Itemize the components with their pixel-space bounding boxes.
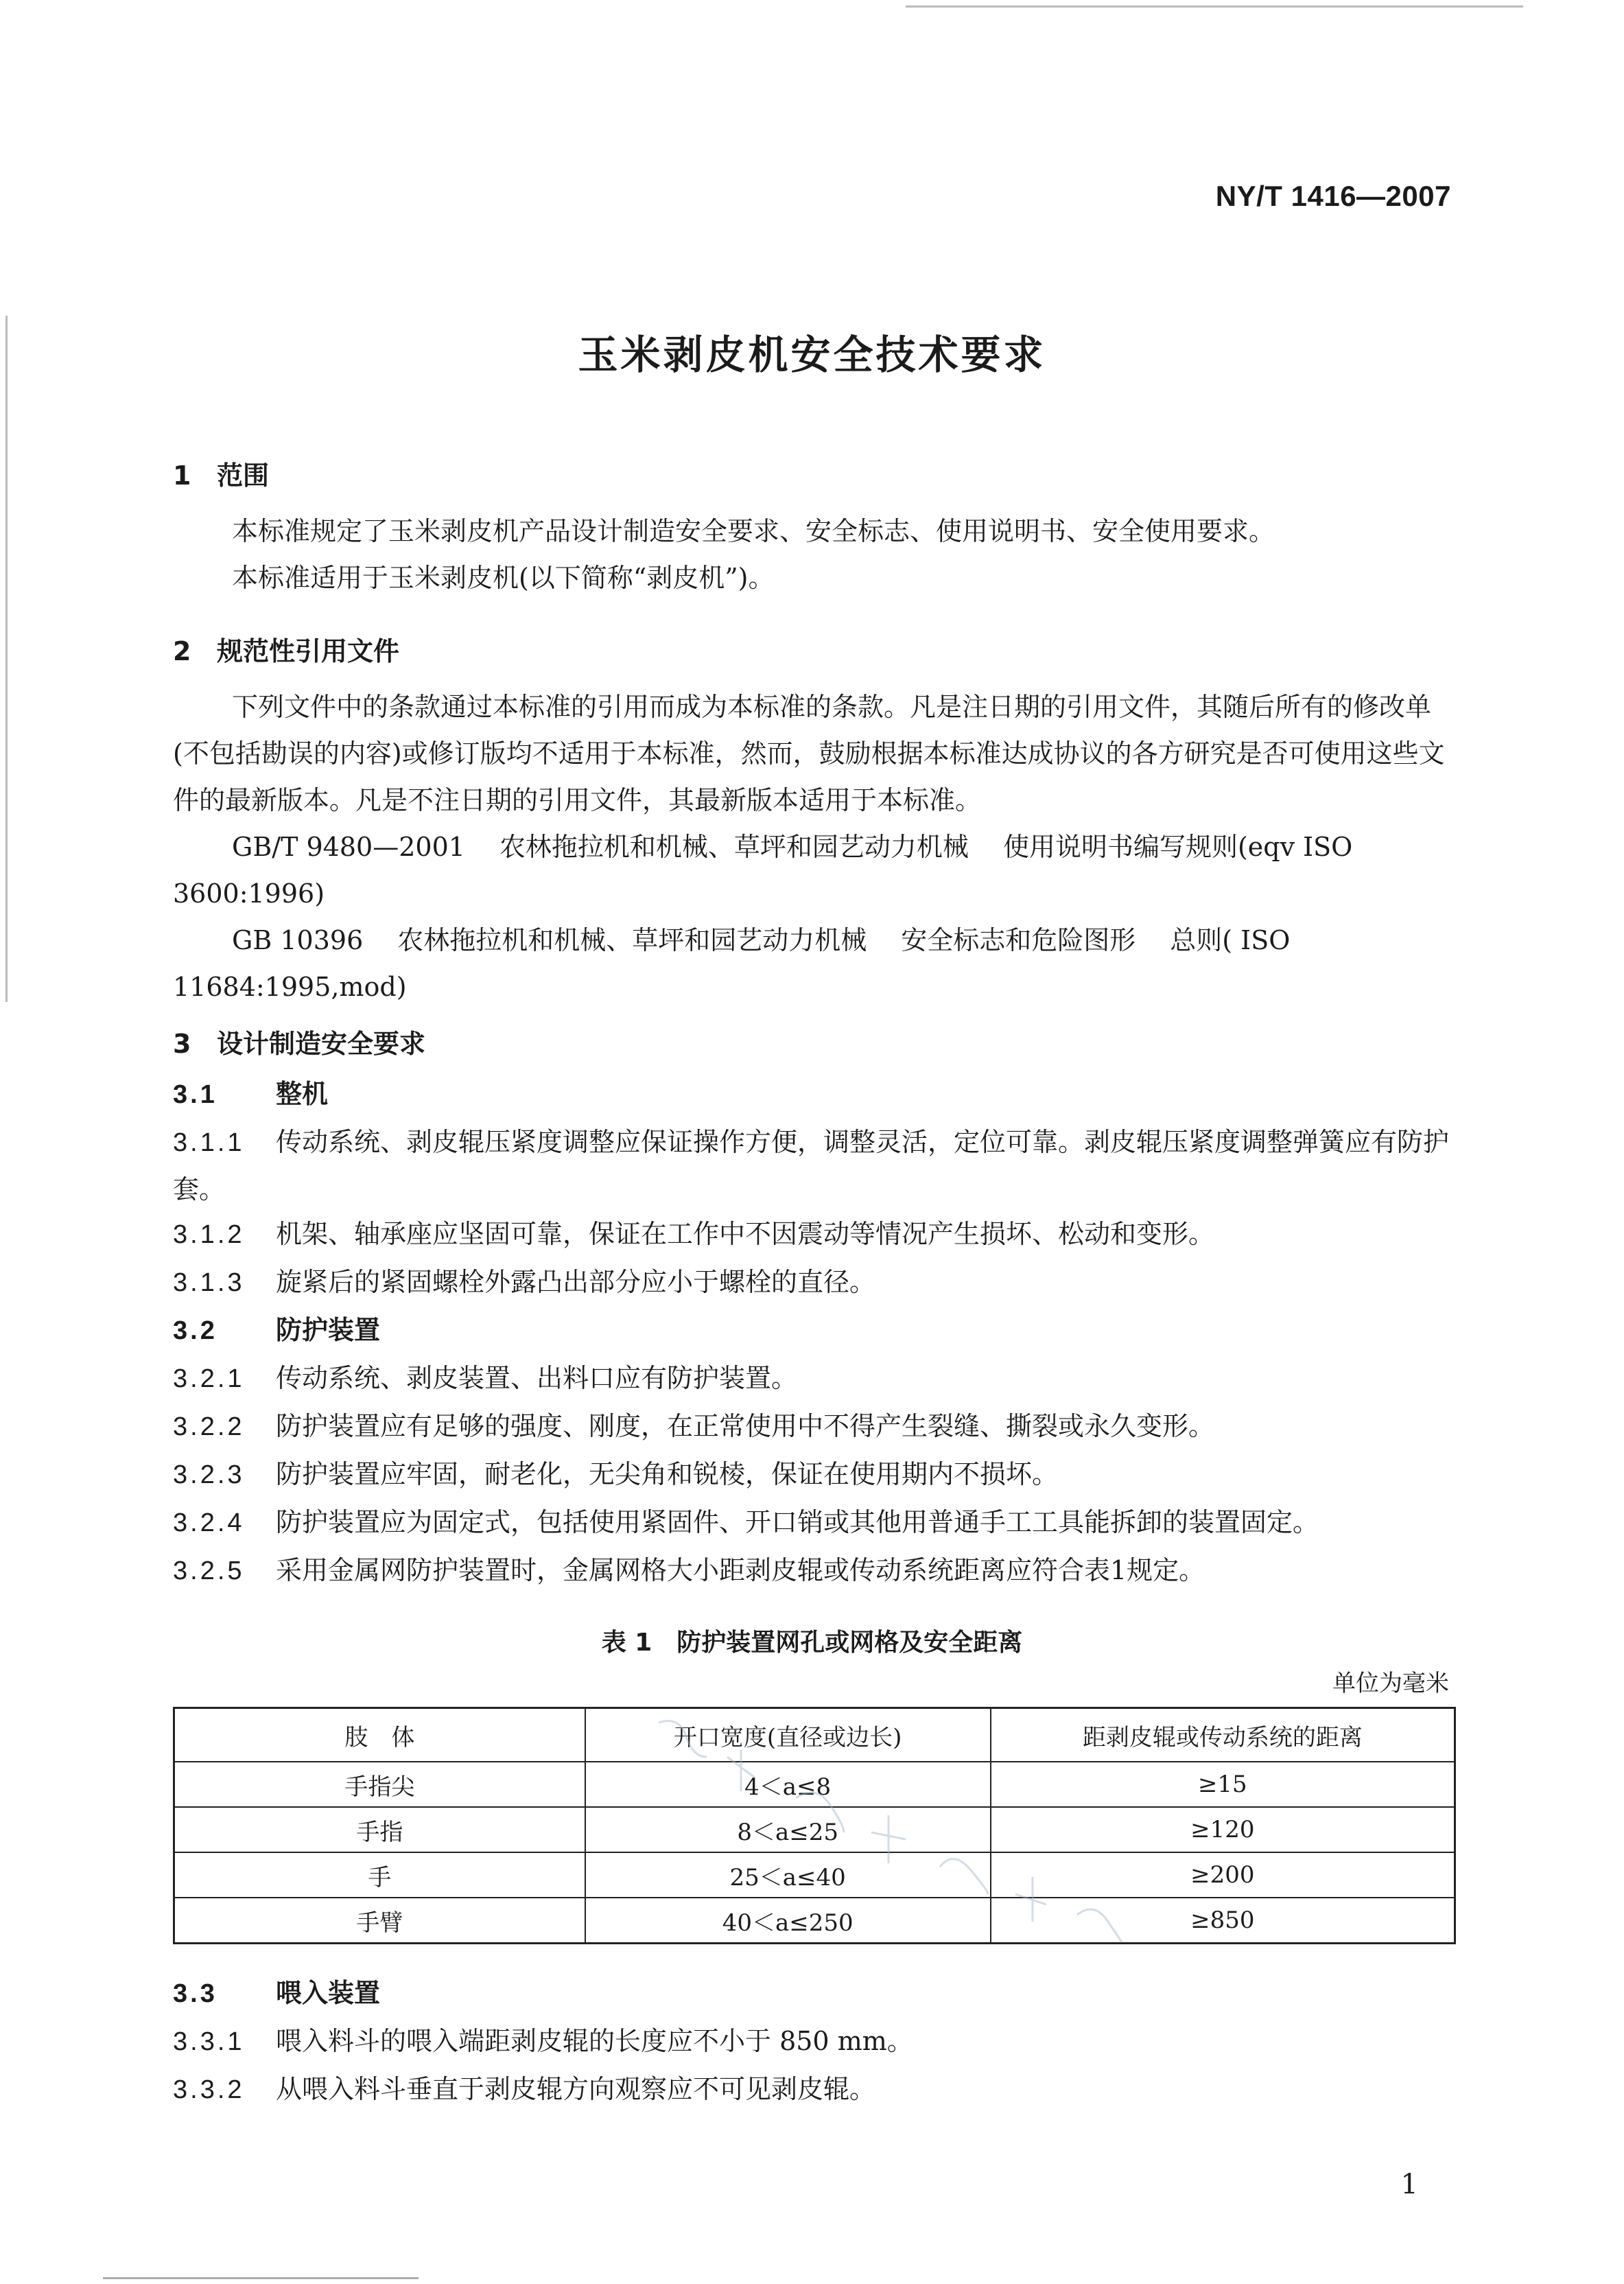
clause-text: 机架、轴承座应坚固可靠，保证在工作中不因震动等情况产生损坏、松动和变形。 xyxy=(276,1219,1215,1249)
clause-number: 3.1.3 xyxy=(173,1268,245,1297)
section-number: 1 xyxy=(173,461,191,491)
section-title: 范围 xyxy=(217,461,270,491)
subsection-3-3-heading xyxy=(173,1970,1456,2017)
scan-edge-bottom xyxy=(103,2277,419,2279)
clause-text: 从喂入料斗垂直于剥皮辊方向观察应不可见剥皮辊。 xyxy=(276,2074,876,2104)
scan-edge-left xyxy=(5,316,8,1002)
table-row xyxy=(174,1807,1455,1852)
clause-number: 3.2.1 xyxy=(173,1364,245,1393)
reference-title-part: 安全标志和危险图形 xyxy=(901,925,1136,955)
reference-title-part: 总则( ISO 11684:1995,mod) xyxy=(173,925,1291,1002)
clause-text: 喂入料斗的喂入端距剥皮辊的长度应不小于 850 mm。 xyxy=(276,2026,913,2056)
table-cell: 手 xyxy=(174,1852,585,1898)
normative-reference xyxy=(173,917,1456,1010)
table-cell: ≥120 xyxy=(991,1807,1455,1852)
standard-code: NY/T 1416—2007 xyxy=(1215,180,1451,212)
clause-3-2-2 xyxy=(173,1403,1456,1450)
clause-number: 3.2.2 xyxy=(173,1412,245,1441)
section-title: 设计制造安全要求 xyxy=(217,1029,426,1059)
table-caption: 表 1 防护装置网孔或网格及安全距离 xyxy=(601,1629,1023,1657)
table-cell: 8＜a≤25 xyxy=(585,1807,991,1852)
table-unit: 单位为毫米 xyxy=(1332,1670,1449,1697)
clause-number: 3.3.1 xyxy=(173,2027,245,2056)
subsection-3-1-heading xyxy=(173,1071,1456,1118)
clause-number: 3.1.1 xyxy=(173,1128,245,1157)
section-3-heading xyxy=(173,1023,425,1060)
clause-3-2-5 xyxy=(173,1547,1456,1594)
clause-text: 传动系统、剥皮辊压紧度调整应保证操作方便，调整灵活，定位可靠。剥皮辊压紧度调整弹簧应有防护套。 xyxy=(173,1127,1450,1204)
clause-number: 3.3.2 xyxy=(173,2075,245,2104)
table-cell: ≥850 xyxy=(991,1898,1455,1944)
clause-3-1-2 xyxy=(173,1211,1456,1258)
normative-reference xyxy=(173,824,1456,917)
clause-text: 防护装置应牢固，耐老化，无尖角和锐棱，保证在使用期内不损坏。 xyxy=(276,1459,1059,1489)
reference-title-part: 使用说明书编写规则(eqv ISO 3600:1996) xyxy=(173,832,1353,909)
clause-text: 防护装置应有足够的强度、刚度，在正常使用中不得产生裂缝、撕裂或永久变形。 xyxy=(276,1411,1215,1441)
clause-number: 3.2.5 xyxy=(173,1557,245,1585)
column-header: 开口宽度(直径或边长) xyxy=(585,1708,991,1762)
column-header: 距剥皮辊或传动系统的距离 xyxy=(991,1708,1455,1762)
clause-number: 3.1 xyxy=(173,1080,217,1109)
clause-3-2-4 xyxy=(173,1499,1456,1546)
page-number: 1 xyxy=(1400,2169,1418,2200)
reference-title: 农林拖拉机和机械、草坪和园艺动力机械 xyxy=(397,925,867,955)
table-cell: 40＜a≤250 xyxy=(585,1898,991,1944)
reference-title: 农林拖拉机和机械、草坪和园艺动力机械 xyxy=(499,832,969,862)
section-1-heading xyxy=(173,454,269,492)
table-cell: 手臂 xyxy=(174,1898,585,1944)
table-row xyxy=(174,1852,1455,1898)
table-cell: 4＜a≤8 xyxy=(585,1762,991,1807)
paragraph: 本标准规定了玉米剥皮机产品设计制造安全要求、安全标志、使用说明书、安全使用要求。 xyxy=(232,516,1275,546)
clause-3-3-2 xyxy=(173,2066,1456,2113)
table-cell: ≥15 xyxy=(991,1762,1455,1807)
clause-number: 3.2.4 xyxy=(173,1508,245,1537)
clause-number: 3.1.2 xyxy=(173,1220,245,1249)
clause-number: 3.2 xyxy=(173,1316,217,1345)
table-row xyxy=(174,1762,1455,1807)
table-row xyxy=(174,1898,1455,1944)
clause-text: 旋紧后的紧固螺栓外露凸出部分应小于螺栓的直径。 xyxy=(276,1267,876,1297)
clause-3-2-3 xyxy=(173,1451,1456,1498)
scan-edge-top xyxy=(906,5,1523,8)
section-title: 规范性引用文件 xyxy=(217,636,400,666)
table-cell: 25＜a≤40 xyxy=(585,1852,991,1898)
paragraph: 下列文件中的条款通过本标准的引用而成为本标准的条款。凡是注日期的引用文件，其随后所有的修改单(不包括勘误的内容)或修订版均不适用于本标准，然而，鼓励根据本标准达成协议的各方研究是否可使用这些文件的最新版本。凡是不注日期的引用文件，其最新版本适用于本标准。 xyxy=(173,692,1445,815)
clause-text: 防护装置应为固定式，包括使用紧固件、开口销或其他用普通手工工具能拆卸的装置固定。 xyxy=(276,1507,1319,1537)
clause-3-1-3 xyxy=(173,1259,1456,1306)
section-number: 3 xyxy=(173,1029,191,1059)
section-2-heading xyxy=(173,630,399,668)
clause-title: 防护装置 xyxy=(276,1315,381,1345)
clause-3-3-1 xyxy=(173,2018,1456,2065)
reference-code: GB/T 9480—2001 xyxy=(232,832,465,862)
clause-3-2-1 xyxy=(173,1355,1456,1402)
clause-text: 采用金属网防护装置时，金属网格大小距剥皮辊或传动系统距离应符合表1规定。 xyxy=(276,1555,1205,1585)
clause-text: 传动系统、剥皮装置、出料口应有防护装置。 xyxy=(276,1363,798,1393)
document-title: 玉米剥皮机安全技术要求 xyxy=(578,331,1046,378)
reference-code: GB 10396 xyxy=(232,925,364,955)
table-cell: ≥200 xyxy=(991,1852,1455,1898)
clause-title: 整机 xyxy=(276,1079,329,1109)
column-header: 肢 体 xyxy=(174,1708,585,1762)
subsection-3-2-heading xyxy=(173,1307,1456,1354)
clause-3-1-1 xyxy=(173,1119,1456,1213)
table-cell: 手指尖 xyxy=(174,1762,585,1807)
paragraph: 本标准适用于玉米剥皮机(以下简称“剥皮机”)。 xyxy=(232,563,775,593)
table-header-row xyxy=(174,1708,1455,1762)
clause-title: 喂入装置 xyxy=(276,1978,381,2008)
clause-number: 3.2.3 xyxy=(173,1460,245,1489)
safety-distance-table xyxy=(173,1707,1456,1944)
clause-number: 3.3 xyxy=(173,1979,217,2008)
section-number: 2 xyxy=(173,636,191,666)
table-cell: 手指 xyxy=(174,1807,585,1852)
